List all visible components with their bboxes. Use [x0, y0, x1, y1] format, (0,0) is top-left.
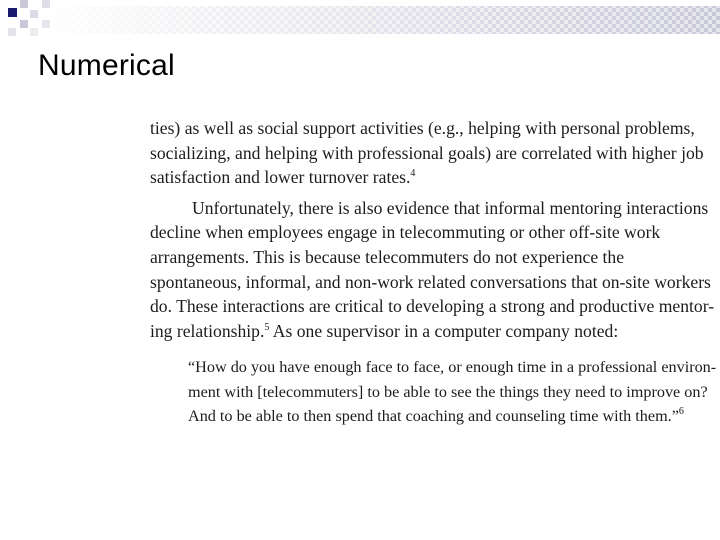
quote-line-3-text: And to be able to then spend that coaching and counseling time with them.” [188, 406, 679, 425]
header-logo-block-2 [20, 0, 28, 8]
header-logo-block-4 [30, 10, 38, 18]
paragraph-2-line-2: decline when employees engage in telecommuting or other off-site work [150, 222, 661, 243]
paragraph-2-line-3: arrangements. This is because telecommuters do not experience the [150, 246, 625, 267]
header-checker-overlay [40, 6, 720, 34]
paragraph-1-line-2: socializing, and helping with professional goals) are correlated with higher job [150, 142, 704, 163]
paragraph-1-line-1: ties) as well as social support activities (e.g., helping with personal problems, [150, 118, 695, 138]
quote-line-3 [188, 404, 684, 428]
paragraph-2-line-5: do. These interactions are critical to developing a strong and productive mentor- [150, 296, 715, 317]
paragraph-2-line-6-end: As one supervisor in a computer company noted: [269, 320, 619, 341]
quote-line-2: ment with [telecommuters] to be able to see the things they need to improve on? [188, 382, 708, 401]
header-logo-block-7 [42, 0, 50, 8]
header-logo-block-8 [42, 20, 50, 28]
paragraph-1 [150, 116, 704, 190]
header-logo-block-5 [8, 28, 16, 36]
paragraph-2-line-6 [150, 319, 680, 344]
footnote-marker-6: 6 [678, 405, 684, 417]
paragraph-2-line-1: Unfortunately, there is also evidence that informal mentoring interactions [192, 197, 709, 218]
header-band [0, 0, 720, 40]
paragraph-2-line-4: spontaneous, informal, and non-work related conversations that on-site workers [150, 271, 711, 292]
paragraph-2 [150, 196, 715, 344]
slide-title: Numerical [38, 49, 175, 82]
footnote-marker-4: 4 [410, 168, 416, 180]
paragraph-1-line-3-text: satisfaction and lower turnover rates. [150, 167, 411, 188]
header-logo-block-3 [20, 20, 28, 28]
scanned-excerpt [150, 116, 717, 428]
header-logo-block-1 [8, 8, 17, 17]
block-quote [188, 355, 717, 428]
paragraph-2-line-6-text: ing relationship. [150, 320, 265, 341]
header-logo-block-6 [30, 28, 38, 36]
footnote-marker-5: 5 [264, 321, 270, 333]
quote-line-1: “How do you have enough face to face, or enough time in a professional environ- [188, 358, 717, 377]
paragraph-1-line-3 [150, 165, 680, 190]
